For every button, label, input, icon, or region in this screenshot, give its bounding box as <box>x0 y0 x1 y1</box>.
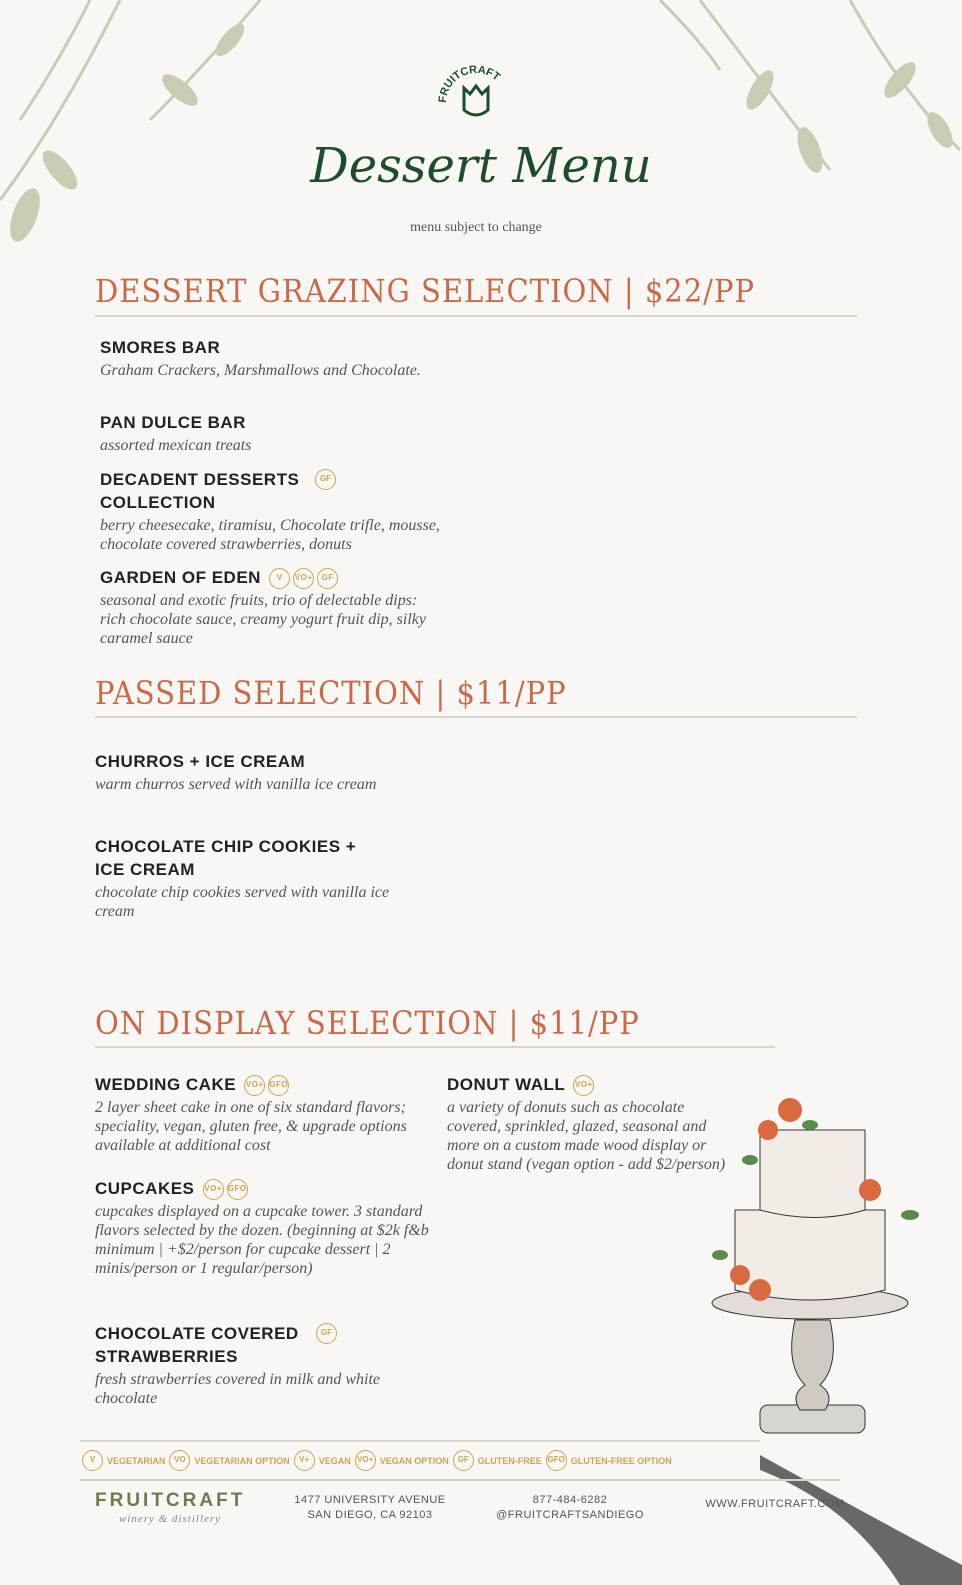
menu-item: PAN DULCE BAR assorted mexican treats <box>100 413 252 454</box>
badge-gf: GF <box>316 1323 337 1344</box>
menu-item: SMORES BAR Graham Crackers, Marshmallows and Chocolate. <box>100 338 421 379</box>
menu-title: Dessert Menu <box>310 138 652 194</box>
menu-item: CHURROS + ICE CREAM warm churros served with vanilla ice cream <box>95 752 377 793</box>
divider <box>95 716 857 718</box>
badge-v: V <box>269 568 290 589</box>
divider <box>95 315 857 317</box>
menu-item: WEDDING CAKE VO+ GFO 2 layer sheet cake in one of six standard flavors; speciality, vegan, gluten free, & upgrade options available at additional cost <box>95 1075 407 1155</box>
badge-gfo: GFO <box>268 1075 289 1096</box>
section-title-passed: PASSED SELECTION | $11/PP <box>95 674 567 712</box>
footer-contact <box>480 1493 660 1523</box>
badge-gf: GF <box>317 568 338 589</box>
badge-gf: GF <box>315 469 336 490</box>
section-title-display: ON DISPLAY SELECTION | $11/PP <box>95 1004 640 1042</box>
divider <box>80 1440 760 1442</box>
badge-vo-plus: VO+ <box>573 1075 594 1096</box>
badge-vo-plus: VO+ <box>293 568 314 589</box>
footer-address: 1477 UNIVERSITY AVENUE SAN DIEGO, CA 92103 <box>294 1494 446 1521</box>
divider <box>95 1046 775 1048</box>
footer-brand: FRUITCRAFT winery & distillery <box>95 1490 246 1525</box>
menu-item: DECADENT DESSERTS COLLECTION GF berry cheesecake, tiramisu, Chocolate trifle, mousse, chocolate covered strawberries, donuts <box>100 470 440 553</box>
section-title-grazing: DESSERT GRAZING SELECTION | $22/PP <box>95 272 755 310</box>
badge-gfo: GFO <box>227 1179 248 1200</box>
menu-item: CHOCOLATE CHIP COOKIES + ICE CREAM chocolate chip cookies served with vanilla ice cream <box>95 837 390 920</box>
fruitcraft-logo <box>426 48 526 148</box>
badge-vo-plus: VO+ <box>203 1179 224 1200</box>
menu-item: GARDEN OF EDEN V VO+ GF seasonal and exotic fruits, trio of delectable dips: rich chocolate sauce, creamy yogurt fruit dip, silky caramel sauce <box>100 568 426 648</box>
dietary-legend: V VEGETARIAN VO VEGETARIAN OPTION V+ VEGAN VO+ VEGAN OPTION GF GLUTEN-FREE GFO GLUTEN-FREE OPTION <box>82 1450 672 1471</box>
website-link[interactable]: WWW.FRUITCRAFT.COM <box>705 1498 845 1510</box>
menu-note: menu subject to change <box>410 220 542 235</box>
menu-item: CHOCOLATE COVERED STRAWBERRIES GF fresh strawberries covered in milk and white chocolate <box>95 1324 380 1407</box>
svg-text:FRUITCRAFT: FRUITCRAFT <box>436 63 503 104</box>
divider <box>80 1479 840 1481</box>
badge-vo-plus: VO+ <box>244 1075 265 1096</box>
menu-item: DONUT WALL VO+ a variety of donuts such as chocolate covered, sprinkled, glazed, seasonal and more on a custom made wood display or donut stand (vegan option - add $2/person) <box>447 1075 726 1174</box>
social-link[interactable]: @FRUITCRAFTSANDIEGO <box>496 1509 644 1521</box>
menu-item: CUPCAKES VO+ GFO cupcakes displayed on a cupcake tower. 3 standard flavors selected by the dozen. (beginning at $2k f&b minimum | +$2/person for cupcake dessert | 2 minis/person or 1 regular/person) <box>95 1179 429 1278</box>
phone-link[interactable]: 877-484-6282 <box>532 1494 608 1506</box>
